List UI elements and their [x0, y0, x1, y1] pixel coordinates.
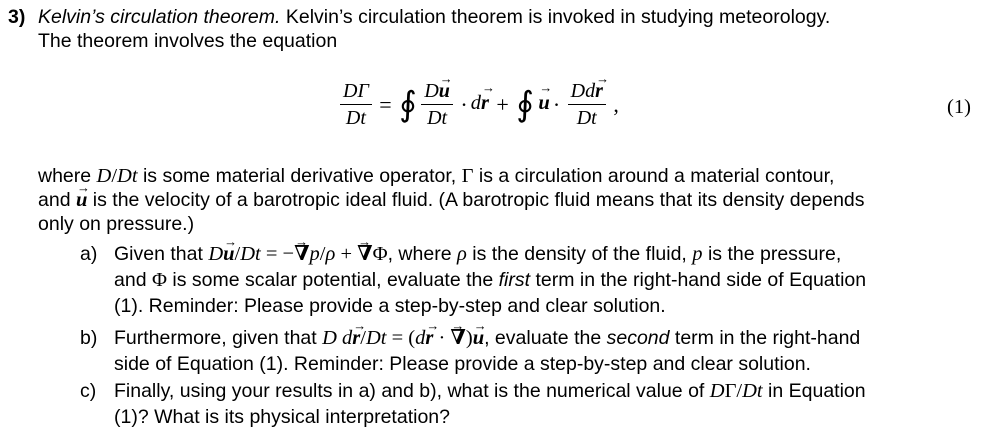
part-b-line-2: side of Equation (1). Reminder: Please provide a step-by-step and clear solution.	[114, 353, 811, 375]
where-line-3: only on pressure.)	[38, 213, 195, 235]
contour-integral-icon: ∮	[399, 84, 417, 125]
equation-number: (1)	[947, 96, 971, 118]
frac-dr-dt: $\frac{Dd\to r}{Dt}$	[568, 80, 606, 129]
part-a-label: a)	[80, 243, 98, 265]
part-b-label: b)	[80, 327, 98, 349]
frac-du-dt: $\frac{D\to u}{Dt}$	[421, 80, 453, 129]
kelvin-equation: $\frac{D\Gamma}{Dt}$ = ∮ $\frac{D\to u}{Dt}$ · d→ r + ∮ → u · $\frac{Dd\to r}{Dt}$ ,	[340, 80, 622, 140]
problem-intro-line-2	[38, 29, 337, 53]
part-a-line-2: and Φ is some scalar potential, evaluate the first term in the right-hand side of Equation	[114, 269, 867, 291]
problem-title: Kelvin’s circulation theorem.	[38, 6, 281, 28]
part-a-line-3: (1). Reminder: Please provide a step-by-step and clear solution.	[114, 295, 666, 317]
frac-dgamma-dt: $\frac{D\Gamma}{Dt}$	[340, 80, 372, 129]
where-line-2: and → u is the velocity of a barotropic ideal fluid. (A barotropic fluid means that its density depends	[38, 188, 865, 212]
part-c-line-2: (1)? What is its physical interpretation?	[114, 406, 450, 428]
contour-integral-icon: ∮	[516, 84, 534, 125]
problem-intro-1: Kelvin’s circulation theorem is invoked in studying meteorology.	[280, 6, 831, 28]
problem-intro-2: The theorem involves the equation	[38, 30, 338, 52]
problem-number: 3)	[8, 6, 26, 28]
where-line-1: where D/Dt is some material derivative operator, Γ is a circulation around a material contour,	[38, 165, 835, 187]
part-c-label: c)	[80, 380, 97, 402]
problem-page: 3) Kelvin’s circulation theorem. Kelvin’s circulation theorem is invoked in studying meteorology. The theorem involves the equation $\frac{D\Gamma}{Dt}$ = ∮ $\frac{D\to u}{Dt}$ · d→ r + ∮ → u · $\frac{Dd\to r}{Dt}$ , (1) where D/Dt is some material derivative operator, Γ is a circulation around a material contour, and → u is the velocity of a barotropic ideal fluid. (A barotropic fluid means that its density depends only on pressure.) a) Given that D→ u/Dt = −→ ∇p/ρ + → ∇Φ, where ρ is the density of the fluid, p is the pressure, and Φ is some scalar potential, evaluate the first term in the right-hand side of Equation (1). Reminder: Please provide a step-by-step and clear solution. b) Furthermore, given that D d→ r/Dt = (d→ r · → ∇)→ u, evaluate the second term in the right-hand side of Equation (1). Reminder: Please provide a step-by-step and clear solution. c) Finally, using your results in a) and b), what is the numerical value of DΓ/Dt in Equation (1)? What is its physical interpretation?	[0, 0, 990, 439]
